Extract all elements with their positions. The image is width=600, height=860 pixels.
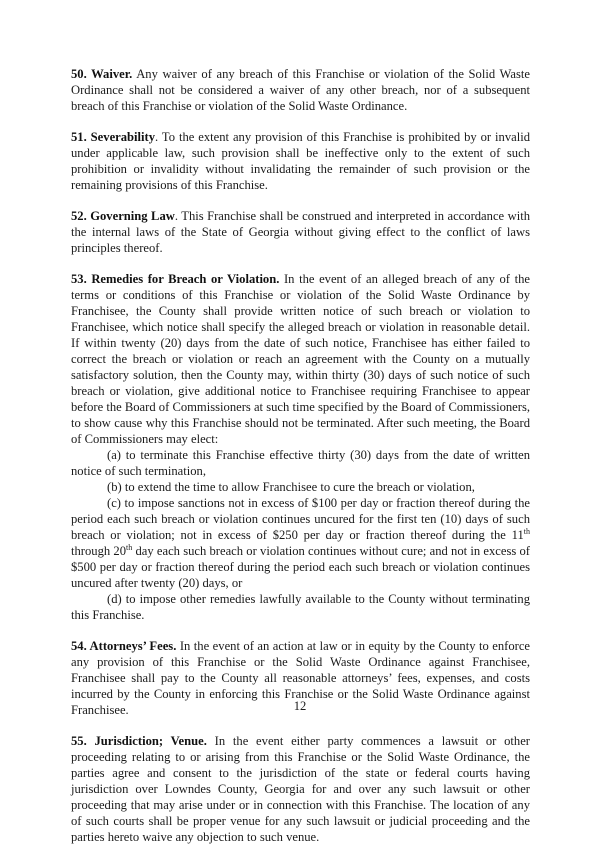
section-body: . To the extent any provision of this Franchise is prohibited by or invalid under applicable law, such provision shall be ineffective only to the extent of such prohibition or invalidity without invalidating the remainder of such provision or the remaining provisions of this Franchise.: [71, 130, 530, 192]
document-page: [71, 66, 530, 860]
section-body: In the event of an alleged breach of any of the terms or conditions of this Franchise or violation of the Solid Waste Ordinance by Franchisee, the County shall provide written notice of such breach or violation to Franchisee, which notice shall specify the alleged breach or violation in reasonable detail. If within twenty (20) days from the date of such notice, Franchisee has either failed to correct the breach or violation or reach an agreement with the County on a mutually satisfactory solution, then the County may, within thirty (30) days of such notice of such breach or violation, give additional notice to Franchisee requiring Franchisee to appear before the Board of Commissioners at such time specified by the Board of Commissioners, to show cause why this Franchise should not be terminated. After such meeting, the Board of Commissioners may elect:: [71, 272, 530, 446]
section-53-remedies: [71, 271, 530, 623]
remedy-item-b: (b) to extend the time to allow Franchisee to cure the breach or violation,: [107, 480, 475, 494]
section-heading: 50. Waiver.: [71, 67, 133, 81]
section-heading: 53. Remedies for Breach or Violation.: [71, 272, 280, 286]
section-body: In the event either party commences a lawsuit or other proceeding relating to or arising from this Franchise or the Solid Waste Ordinance, the parties agree and consent to the jurisdiction of the state or federal courts having jurisdiction over Lowndes County, Georgia for and over any such lawsuit or other proceeding that may arise under or in connection with this Franchise. The location of any of such courts shall be proper venue for any such lawsuit or judicial proceeding and the parties hereto waive any objection to such venue.: [71, 734, 530, 844]
section-55-jurisdiction-venue: [71, 733, 530, 845]
page-number: 12: [293, 699, 307, 713]
section-body: In the event of an action at law or in equity by the County to enforce any provision of this Franchise or the Solid Waste Ordinance against Franchisee, Franchisee shall pay to the County all reasonable attorneys’ fees, expenses, and costs incurred by the County in enforcing this Franchise or the Solid Waste Ordinance against Franchisee.: [71, 639, 530, 717]
section-body: Any waiver of any breach of this Franchise or violation of the Solid Waste Ordinance shall not be considered a waiver of any other breach, nor of a subsequent breach of this Franchise or violation of the Solid Waste Ordinance.: [71, 67, 530, 113]
section-heading: 55. Jurisdiction; Venue.: [71, 734, 207, 748]
remedy-item-c: (c) to impose sanctions not in excess of $100 per day or fraction thereof during the period each such breach or violation continues uncured for the first ten (10) days of such breach or violation; not in excess of $250 per day or fraction thereof during the 11th through 20th day each such breach or violation continues without cure; and not in excess of $500 per day or fraction thereof during the period each such breach or violation continues uncured after twenty (20) days, or: [71, 496, 530, 590]
section-heading: 52. Governing Law: [71, 209, 175, 223]
section-body: . This Franchise shall be construed and interpreted in accordance with the internal laws of the State of Georgia without giving effect to the conflict of laws principles thereof.: [71, 209, 530, 255]
section-50-waiver: [71, 66, 530, 114]
remedy-item-d: (d) to impose other remedies lawfully available to the County without terminating this Franchise.: [71, 592, 530, 622]
remedy-item-a: (a) to terminate this Franchise effective thirty (30) days from the date of written notice of such termination,: [71, 448, 530, 478]
section-heading: 54. Attorneys’ Fees.: [71, 639, 177, 653]
section-52-governing-law: [71, 208, 530, 256]
section-heading: 51. Severability: [71, 130, 156, 144]
section-51-severability: [71, 129, 530, 193]
